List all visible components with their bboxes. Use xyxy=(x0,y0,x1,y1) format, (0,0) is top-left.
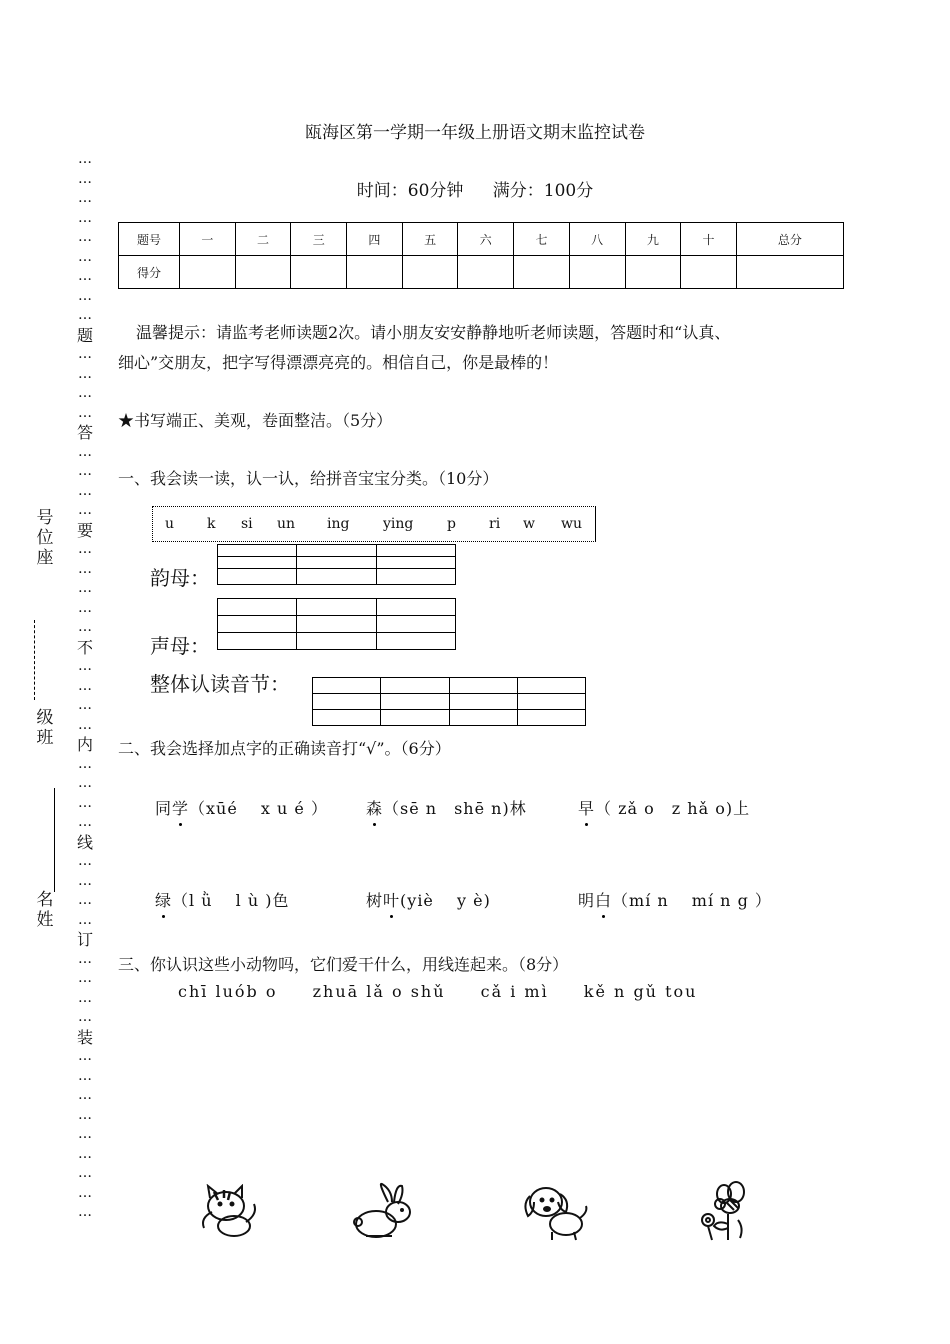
binding-dot: … xyxy=(78,170,92,187)
row-label-tihao: 题号 xyxy=(119,223,180,256)
pinyin-item: ying xyxy=(383,516,414,532)
binding-dot: … xyxy=(78,872,92,889)
binding-line-dots xyxy=(74,150,96,1223)
binding-dot: … xyxy=(78,151,92,167)
binding-dot: … xyxy=(78,502,92,518)
binding-dot: … xyxy=(78,463,92,479)
binding-dot: … xyxy=(78,775,92,791)
binding-dot: … xyxy=(78,619,92,635)
pinyin-item: k xyxy=(207,516,216,532)
header-cell: 四 xyxy=(347,223,403,256)
word-char: 明 xyxy=(578,891,596,910)
q2-item[interactable] xyxy=(366,796,527,819)
binding-dot: … xyxy=(78,365,92,382)
binding-dot: … xyxy=(78,443,92,460)
dog-picture[interactable] xyxy=(522,1182,590,1242)
binding-dot: … xyxy=(78,1009,92,1025)
tip-line: 细心”交朋友，把字写得漂漂亮亮的。相信自己，你是最棒的！ xyxy=(118,353,559,372)
name-label: 名 姓 xyxy=(36,890,54,930)
binding-dot: … xyxy=(78,1145,92,1162)
score-cell[interactable] xyxy=(681,256,737,289)
pinyin-box xyxy=(152,506,596,542)
score-cell[interactable] xyxy=(291,256,347,289)
tip-line: 温馨提示：请监考老师读题2次。请小朋友安安静静地听老师读题，答题时和“认真、 xyxy=(136,323,731,342)
word-char: 同 xyxy=(155,799,173,818)
binding-dot: … xyxy=(78,814,92,830)
binding-dot: … xyxy=(78,482,92,499)
dotted-char: 森 xyxy=(366,796,383,819)
rabbit-picture[interactable] xyxy=(352,1182,422,1242)
score-cell[interactable] xyxy=(514,256,570,289)
name-blank-line xyxy=(54,788,55,892)
seal-char: 不 xyxy=(76,637,93,657)
header-cell: 六 xyxy=(458,223,514,256)
binding-dot: … xyxy=(78,307,92,323)
binding-dot: … xyxy=(78,1048,92,1064)
pinyin-options: （sē n shē n)林 xyxy=(383,799,527,818)
binding-dot: … xyxy=(78,599,92,616)
seal-char: 订 xyxy=(76,930,93,949)
shengmu-grid[interactable] xyxy=(217,598,456,650)
pinyin-item: si xyxy=(241,516,253,532)
zhengti-grid[interactable] xyxy=(312,677,586,726)
word-char: 树 xyxy=(366,891,384,910)
score-cell[interactable] xyxy=(235,256,291,289)
header-cell: 九 xyxy=(625,223,681,256)
seat-blank xyxy=(34,620,45,700)
binding-dot: … xyxy=(78,1126,92,1142)
binding-dot: … xyxy=(78,853,92,869)
action-pinyin[interactable]: zhuā lǎ o shǔ xyxy=(312,982,446,1001)
q3-pinyin-row xyxy=(178,982,725,1001)
score-cell[interactable] xyxy=(625,256,681,289)
pinyin-item: w xyxy=(523,516,535,532)
seat-number-label: 号 位 座 xyxy=(36,508,54,568)
seal-char: 题 xyxy=(76,325,93,345)
q2-title: 二、我会选择加点字的正确读音打“√”。（6分） xyxy=(118,739,451,758)
seal-char: 线 xyxy=(76,832,93,852)
binding-dot: … xyxy=(78,892,92,908)
binding-dot: … xyxy=(78,346,92,362)
binding-dot: … xyxy=(78,1165,92,1181)
score-cell[interactable] xyxy=(458,256,514,289)
pinyin-options: （xūé x u é ） xyxy=(189,799,328,818)
score-cell[interactable] xyxy=(347,256,403,289)
binding-dot: … xyxy=(78,716,92,733)
seal-char: 要 xyxy=(76,520,93,540)
yunmu-grid[interactable] xyxy=(217,544,456,585)
header-cell: 总分 xyxy=(736,223,843,256)
dotted-char: 白 xyxy=(595,888,612,911)
seal-char: 内 xyxy=(76,735,93,754)
shengmu-label: 声母： xyxy=(150,634,210,658)
binding-dot: … xyxy=(78,950,92,967)
warm-tip xyxy=(118,318,848,378)
time-score-line xyxy=(0,176,950,201)
binding-dot: … xyxy=(78,970,92,986)
dotted-char: 绿 xyxy=(155,888,172,911)
header-cell: 八 xyxy=(569,223,625,256)
pinyin-item: p xyxy=(447,516,456,532)
binding-dot: … xyxy=(78,560,92,577)
pinyin-item: ing xyxy=(327,516,350,532)
zhengti-label: 整体认读音节： xyxy=(150,672,290,696)
q2-item[interactable] xyxy=(155,888,289,911)
dotted-char: 学 xyxy=(172,796,189,819)
cat-picture[interactable] xyxy=(196,1184,262,1242)
binding-dot: … xyxy=(78,287,92,304)
binding-dot: … xyxy=(78,794,92,811)
binding-dot: … xyxy=(78,1106,92,1123)
q1-title: 一、我会读一读，认一认，给拼音宝宝分类。（10分） xyxy=(118,469,499,488)
score-cell[interactable] xyxy=(569,256,625,289)
action-pinyin[interactable]: cǎ i mì xyxy=(480,982,549,1001)
score-cell[interactable] xyxy=(402,256,458,289)
binding-dot: … xyxy=(78,1087,92,1103)
header-cell: 一 xyxy=(180,223,236,256)
binding-dot: … xyxy=(78,755,92,772)
full-score-label: 满分：100分 xyxy=(492,181,594,201)
header-cell: 三 xyxy=(291,223,347,256)
binding-dot: … xyxy=(78,190,92,206)
binding-dot: … xyxy=(78,1204,92,1220)
binding-dot: … xyxy=(78,989,92,1006)
q2-item[interactable] xyxy=(366,888,491,911)
pinyin-item: un xyxy=(277,516,296,532)
writing-requirement: ★书写端正、美观，卷面整洁。（5分） xyxy=(118,411,393,430)
time-label: 时间：60分钟 xyxy=(356,181,464,201)
dotted-char: 早 xyxy=(578,796,595,819)
header-cell: 五 xyxy=(402,223,458,256)
binding-dot: … xyxy=(78,268,92,284)
header-cell: 十 xyxy=(681,223,737,256)
binding-dot: … xyxy=(78,911,92,928)
pinyin-item: ri xyxy=(489,516,501,532)
q2-item[interactable] xyxy=(578,796,750,819)
pinyin-options: （ zǎ o z hǎ o)上 xyxy=(595,799,751,818)
seal-char: 装 xyxy=(76,1027,93,1047)
q2-item[interactable] xyxy=(155,796,328,819)
pinyin-item: u xyxy=(165,516,175,532)
binding-dot: … xyxy=(78,697,92,713)
dotted-char: 叶 xyxy=(383,888,400,911)
q3-title: 三、你认识这些小动物吗，它们爱干什么，用线连起来。（8分） xyxy=(118,955,569,974)
binding-dot: … xyxy=(78,658,92,674)
binding-dot: … xyxy=(78,1184,92,1201)
binding-dot: … xyxy=(78,541,92,557)
score-cell[interactable] xyxy=(180,256,236,289)
pinyin-options: （mí n mí n g ） xyxy=(612,891,772,910)
pinyin-options: (yiè y è) xyxy=(400,891,491,910)
binding-dot: … xyxy=(78,580,92,596)
score-table xyxy=(118,222,844,289)
binding-dot: … xyxy=(78,404,92,421)
binding-dot: … xyxy=(78,677,92,694)
action-pinyin[interactable]: kě n gǔ tou xyxy=(583,982,698,1001)
score-cell[interactable] xyxy=(736,256,843,289)
binding-dot: … xyxy=(78,229,92,245)
header-cell: 七 xyxy=(514,223,570,256)
binding-dot: … xyxy=(78,209,92,226)
bee-picture[interactable] xyxy=(698,1180,754,1242)
binding-dot: … xyxy=(78,248,92,265)
action-pinyin[interactable]: chī luób o xyxy=(178,982,278,1001)
pinyin-options: （l ǜ l ù )色 xyxy=(172,891,290,910)
seal-char: 答 xyxy=(76,423,93,442)
row-label-defen: 得分 xyxy=(119,256,180,289)
q2-item[interactable] xyxy=(578,888,772,911)
binding-dot: … xyxy=(78,385,92,401)
binding-dot: … xyxy=(78,1067,92,1084)
pinyin-item: wu xyxy=(561,516,582,532)
yunmu-label: 韵母： xyxy=(150,566,210,590)
header-cell: 二 xyxy=(235,223,291,256)
class-label: 级 班 xyxy=(36,708,54,748)
page-title: 瓯海区第一学期一年级上册语文期末监控试卷 xyxy=(305,123,645,143)
